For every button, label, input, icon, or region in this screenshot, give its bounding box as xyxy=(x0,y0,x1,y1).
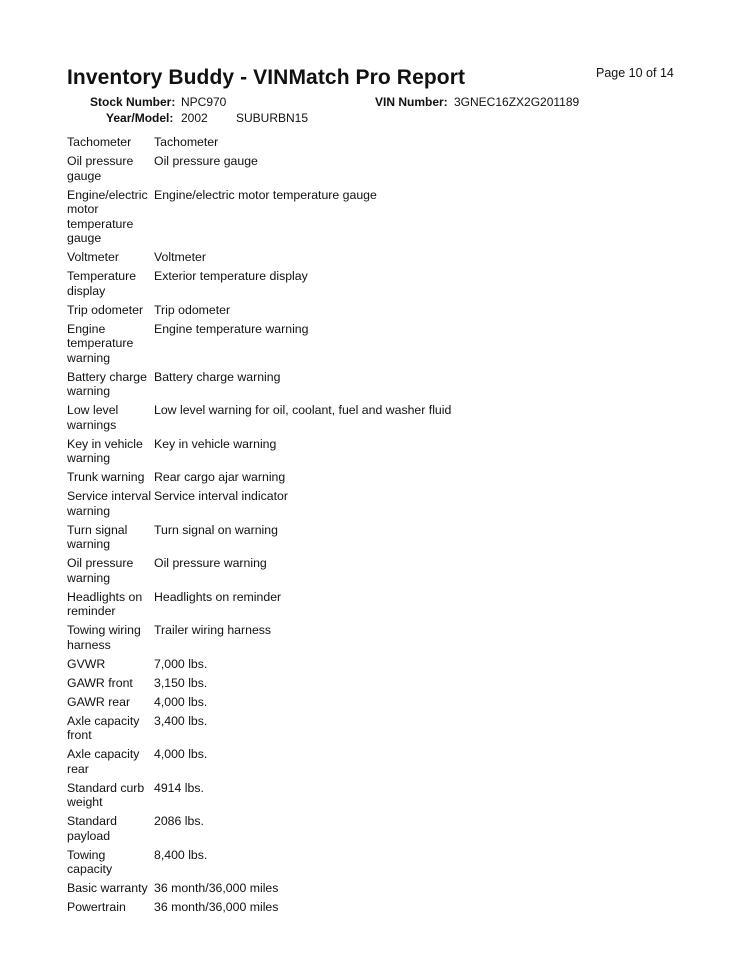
spec-value: 4914 lbs. xyxy=(154,780,204,795)
spec-row xyxy=(67,267,707,301)
spec-row xyxy=(67,846,707,880)
spec-value: Low level warning for oil, coolant, fuel and washer fluid xyxy=(154,403,452,417)
spec-name: Voltmeter xyxy=(67,250,119,264)
spec-name: Key in vehicle warning xyxy=(67,436,143,465)
spec-row xyxy=(67,368,707,402)
spec-value: Trip odometer xyxy=(154,302,231,317)
spec-name: Towing capacity xyxy=(67,847,113,876)
spec-name: Tachometer xyxy=(67,135,132,149)
spec-name: Headlights on reminder xyxy=(67,589,143,618)
spec-value: Key in vehicle warning xyxy=(154,436,277,451)
spec-value: 36 month/36,000 miles xyxy=(154,881,279,895)
spec-row xyxy=(67,812,707,846)
spec-value: Oil pressure gauge xyxy=(154,154,258,168)
spec-name: Service interval warning xyxy=(67,489,152,518)
spec-row xyxy=(67,435,707,469)
spec-row xyxy=(67,152,707,186)
spec-name: Oil pressure warning xyxy=(67,556,134,585)
spec-row xyxy=(67,320,707,368)
spec-row xyxy=(67,401,707,435)
spec-name: Axle capacity front xyxy=(67,713,140,742)
spec-value: Battery charge warning xyxy=(154,369,281,384)
spec-value: Rear cargo ajar warning xyxy=(154,470,286,484)
spec-name: Standard payload xyxy=(67,814,117,843)
spec-name: Standard curb weight xyxy=(67,780,145,809)
spec-row xyxy=(67,521,707,555)
spec-name: GAWR rear xyxy=(67,694,131,709)
spec-value: Tachometer xyxy=(154,135,219,149)
spec-value: 36 month/36,000 miles xyxy=(154,900,279,914)
spec-value: Engine temperature warning xyxy=(154,321,309,336)
spec-name: Towing wiring harness xyxy=(67,623,141,652)
spec-row xyxy=(67,693,707,712)
spec-row xyxy=(67,655,707,674)
spec-value: Engine/electric motor temperature gauge xyxy=(154,187,377,202)
spec-value: Trailer wiring harness xyxy=(154,623,272,637)
spec-name: Powertrain xyxy=(67,900,126,914)
year-value: 2002 xyxy=(181,111,208,125)
year-model-label: Year/Model: xyxy=(106,111,174,125)
spec-value: Exterior temperature display xyxy=(154,269,308,283)
spec-name: Turn signal warning xyxy=(67,522,128,551)
spec-row xyxy=(67,301,707,320)
stock-number-label: Stock Number: xyxy=(90,95,176,109)
spec-row xyxy=(67,712,707,746)
spec-value: Headlights on reminder xyxy=(154,589,282,604)
spec-name: Trunk warning xyxy=(67,470,145,484)
spec-row xyxy=(67,588,707,622)
vin-number-value: 3GNEC16ZX2G201189 xyxy=(454,95,580,109)
spec-row xyxy=(67,186,707,249)
spec-value: 4,000 lbs. xyxy=(154,747,208,761)
spec-row xyxy=(67,554,707,588)
spec-name: Trip odometer xyxy=(67,302,144,317)
report-title: Inventory Buddy - VINMatch Pro Report xyxy=(67,66,466,89)
spec-row xyxy=(67,468,707,487)
spec-value: Service interval indicator xyxy=(154,489,288,503)
spec-name: Axle capacity rear xyxy=(67,747,140,776)
spec-name: Basic warranty xyxy=(67,881,148,895)
spec-value: Voltmeter xyxy=(154,250,206,264)
spec-name: Battery charge warning xyxy=(67,369,147,398)
page-number: Page 10 of 14 xyxy=(596,66,674,80)
spec-name: GAWR front xyxy=(67,675,133,690)
spec-name: GVWR xyxy=(67,656,106,671)
spec-row xyxy=(67,898,707,917)
spec-row xyxy=(67,879,707,898)
spec-value: 4,000 lbs. xyxy=(154,694,208,709)
spec-name: Oil pressure gauge xyxy=(67,154,134,183)
stock-number-value: NPC970 xyxy=(181,95,227,109)
model-value: SUBURBN15 xyxy=(236,111,309,125)
spec-row xyxy=(67,745,707,779)
spec-list xyxy=(67,133,707,917)
spec-value: 2086 lbs. xyxy=(154,814,204,828)
spec-row xyxy=(67,133,707,152)
spec-row xyxy=(67,674,707,693)
spec-value: 3,400 lbs. xyxy=(154,713,208,728)
spec-row xyxy=(67,487,707,521)
spec-row xyxy=(67,779,707,813)
spec-value: Turn signal on warning xyxy=(154,522,278,537)
vin-number-label: VIN Number: xyxy=(375,95,448,109)
spec-name: Engine/electric motor temperature gauge xyxy=(67,187,148,245)
spec-name: Low level warnings xyxy=(67,403,119,432)
spec-row xyxy=(67,621,707,655)
spec-name: Temperature display xyxy=(67,269,137,298)
spec-value: 3,150 lbs. xyxy=(154,675,208,690)
spec-value: Oil pressure warning xyxy=(154,556,267,570)
spec-value: 7,000 lbs. xyxy=(154,656,208,671)
spec-row xyxy=(67,248,707,267)
spec-name: Engine temperature warning xyxy=(67,321,134,365)
spec-value: 8,400 lbs. xyxy=(154,847,208,862)
